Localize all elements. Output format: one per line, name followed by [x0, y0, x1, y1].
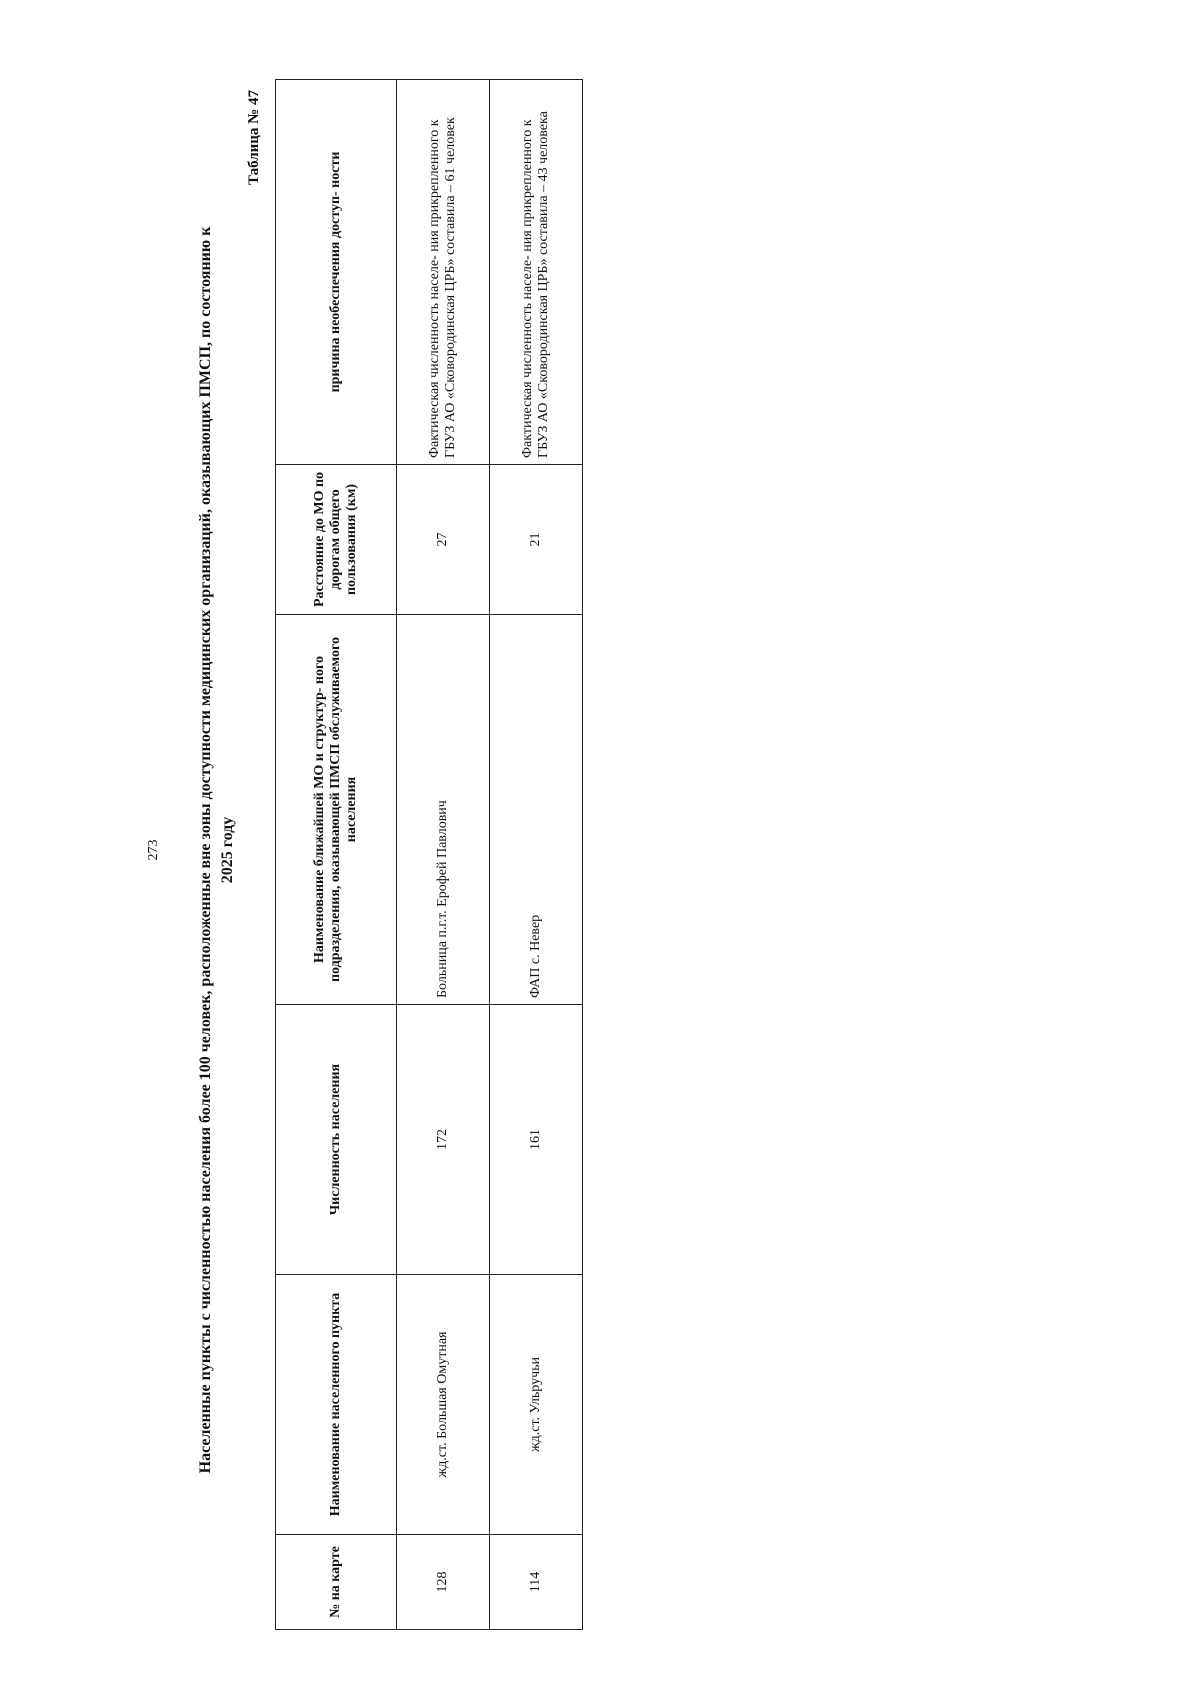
col-header-reason: причина необеспечения доступ- ности — [276, 80, 397, 465]
cell-medical-org: ФАП с. Невер — [490, 615, 583, 1005]
cell-population: 172 — [397, 1005, 490, 1275]
cell-settlement: жд.ст. Ульручьи — [490, 1275, 583, 1535]
cell-population: 161 — [490, 1005, 583, 1275]
col-header-medical-org: Наименование ближайшей МО и структур- ного подразделения, оказывающей ПМСП обслуживаемого населения — [276, 615, 397, 1005]
table-row — [490, 80, 583, 1630]
rotated-page — [60, 70, 1140, 1630]
cell-distance: 27 — [397, 465, 490, 615]
cell-distance: 21 — [490, 465, 583, 615]
cell-reason: Фактическая численность населе- ния прикрепленного к ГБУЗ АО «Сковородинская ЦРБ» составила – 43 человека — [490, 80, 583, 465]
settlements-table — [275, 79, 583, 1630]
document-heading — [195, 70, 239, 1630]
col-header-settlement: Наименование населенного пункта — [276, 1275, 397, 1535]
col-header-distance: Расстояние до МО по дорогам общего пользования (км) — [276, 465, 397, 615]
table-row — [397, 80, 490, 1630]
cell-reason: Фактическая численность населе- ния прикрепленного к ГБУЗ АО «Сковородинская ЦРБ» составила – 61 человек — [397, 80, 490, 465]
col-header-map-no: № на карте — [276, 1535, 397, 1630]
cell-map-no: 128 — [397, 1535, 490, 1630]
cell-settlement: жд.ст. Большая Омутная — [397, 1275, 490, 1535]
heading-line-2: 2025 году — [219, 816, 236, 884]
col-header-population: Численность населения — [276, 1005, 397, 1275]
heading-line-1: Населенные пункты с численностью населения более 100 человек, расположенные вне зоны доступности медицинских организаций, оказывающих ПМСП, по состоянию к — [197, 226, 214, 1474]
table-label: Таблица № 47 — [246, 90, 262, 186]
page-number: 273 — [146, 839, 161, 861]
table-header-row — [276, 80, 397, 1630]
cell-map-no: 114 — [490, 1535, 583, 1630]
cell-medical-org: Больница п.г.т. Ерофей Павлович — [397, 615, 490, 1005]
